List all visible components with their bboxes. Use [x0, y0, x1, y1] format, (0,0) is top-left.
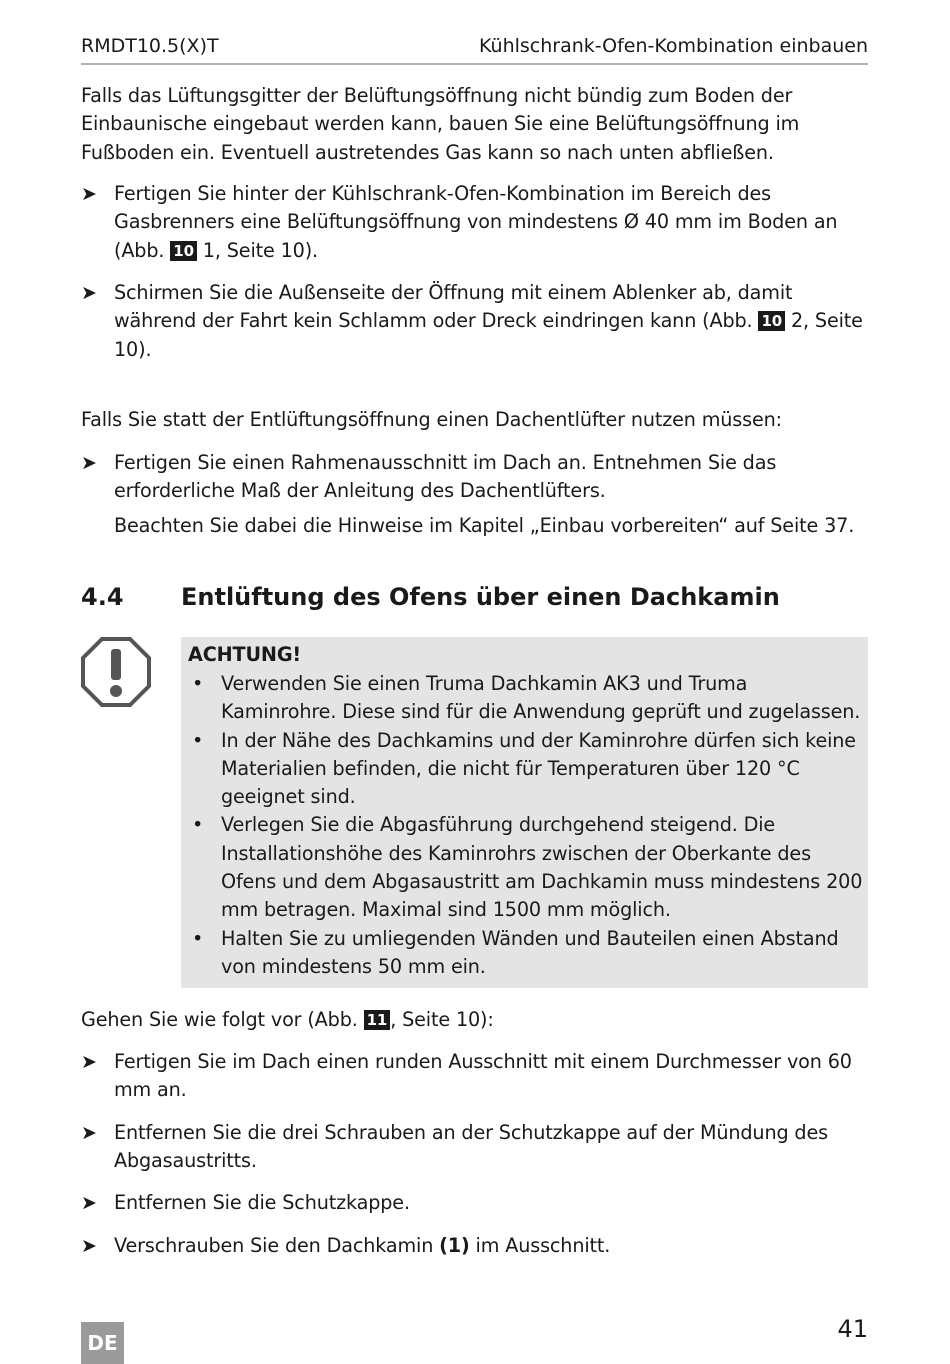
arrow-icon: ➤: [81, 1122, 97, 1144]
section-title: Entlüftung des Ofens über einen Dachkamin: [181, 583, 780, 611]
list-item: • In der Nähe des Dachkamins und der Kaminrohre dürfen sich keine Materialien befinden, die nicht für Temperaturen über 120 °C geeignet sind.: [192, 728, 856, 809]
step-item: [81, 1048, 868, 1105]
arrow-icon: ➤: [81, 1051, 97, 1073]
step-item: [81, 180, 868, 265]
step-text: Fertigen Sie im Dach einen runden Ausschnitt mit einem Durchmesser von 60 mm an.: [114, 1050, 852, 1102]
figure-ref: 10: [758, 311, 785, 331]
page-number: 41: [837, 1315, 868, 1343]
chapter-title: Kühlschrank-Ofen-Kombination einbauen: [479, 35, 868, 57]
step-item: [81, 449, 868, 506]
step-item: [81, 1232, 868, 1260]
section-number: 4.4: [81, 583, 124, 611]
roof-intro: Falls Sie statt der Entlüftungsöffnung einen Dachentlüfter nutzen müssen:: [81, 408, 782, 431]
warning-title: ACHTUNG!: [188, 643, 302, 666]
step-text: Fertigen Sie einen Rahmenausschnitt im Dach an. Entnehmen Sie das erforderliche Maß der Anleitung des Dachentlüfters.: [114, 451, 777, 503]
figure-ref: 10: [170, 241, 197, 261]
note-text: Beachten Sie dabei die Hinweise im Kapitel „Einbau vorbereiten“ auf Seite 37.: [114, 514, 855, 537]
position-ref: (1): [439, 1234, 470, 1257]
step-text: Entfernen Sie die drei Schrauben an der Schutzkappe auf der Mündung des Abgasaustritts.: [114, 1121, 828, 1173]
arrow-icon: ➤: [81, 1192, 97, 1214]
step-text: Schirmen Sie die Außenseite der Öffnung mit einem Ablenker ab, damit während der Fahrt kein Schlamm oder Dreck eindringen kann (Abb. 10 2, Seite 10).: [114, 281, 863, 361]
arrow-icon: ➤: [81, 452, 97, 474]
language-badge: DE: [81, 1322, 124, 1364]
arrow-icon: ➤: [81, 282, 97, 304]
warning-list: [188, 670, 864, 981]
list-item: • Verlegen Sie die Abgasführung durchgehend steigend. Die Installationshöhe des Kaminrohrs zwischen der Oberkante des Ofens und dem Abgasaustritt am Dachkamin muss mindestens 200 mm betragen. Maximal sind 1500 mm möglich.: [192, 813, 863, 922]
arrow-icon: ➤: [81, 1235, 97, 1257]
warning-box: [181, 637, 868, 988]
exclamation-octagon-icon: [81, 637, 151, 707]
section-heading: [81, 580, 780, 614]
page-header: [81, 33, 868, 65]
procedure-intro: Gehen Sie wie folgt vor (Abb. 11 , Seite 10):: [81, 1008, 494, 1031]
step-text: Verschrauben Sie den Dachkamin (1) im Ausschnitt.: [114, 1234, 611, 1257]
step-text: Fertigen Sie hinter der Kühlschrank-Ofen-Kombination im Bereich des Gasbrenners eine Belüftungsöffnung von mindestens Ø 40 mm im Boden an (Abb. 10 1, Seite 10).: [114, 182, 838, 262]
figure-ref: 11: [364, 1010, 391, 1030]
step-item: [81, 1119, 868, 1176]
intro-paragraph: Falls das Lüftungsgitter der Belüftungsöffnung nicht bündig zum Boden der Einbaunische eingebaut werden kann, bauen Sie eine Belüftungsöffnung im Fußboden ein. Eventuell austretendes Gas kann so nach unten abfließen.: [81, 84, 800, 164]
step-item: [81, 1189, 868, 1217]
list-item: • Verwenden Sie einen Truma Dachkamin AK3 und Truma Kaminrohre. Diese sind für die Anwendung geprüft und zugelassen.: [192, 672, 861, 724]
arrow-icon: ➤: [81, 183, 97, 205]
step-note: [81, 512, 868, 540]
step-item: [81, 279, 868, 364]
step-text: Entfernen Sie die Schutzkappe.: [114, 1191, 410, 1214]
list-item: • Halten Sie zu umliegenden Wänden und Bauteilen einen Abstand von mindestens 50 mm ein.: [192, 926, 839, 978]
model-number: RMDT10.5(X)T: [81, 35, 219, 57]
